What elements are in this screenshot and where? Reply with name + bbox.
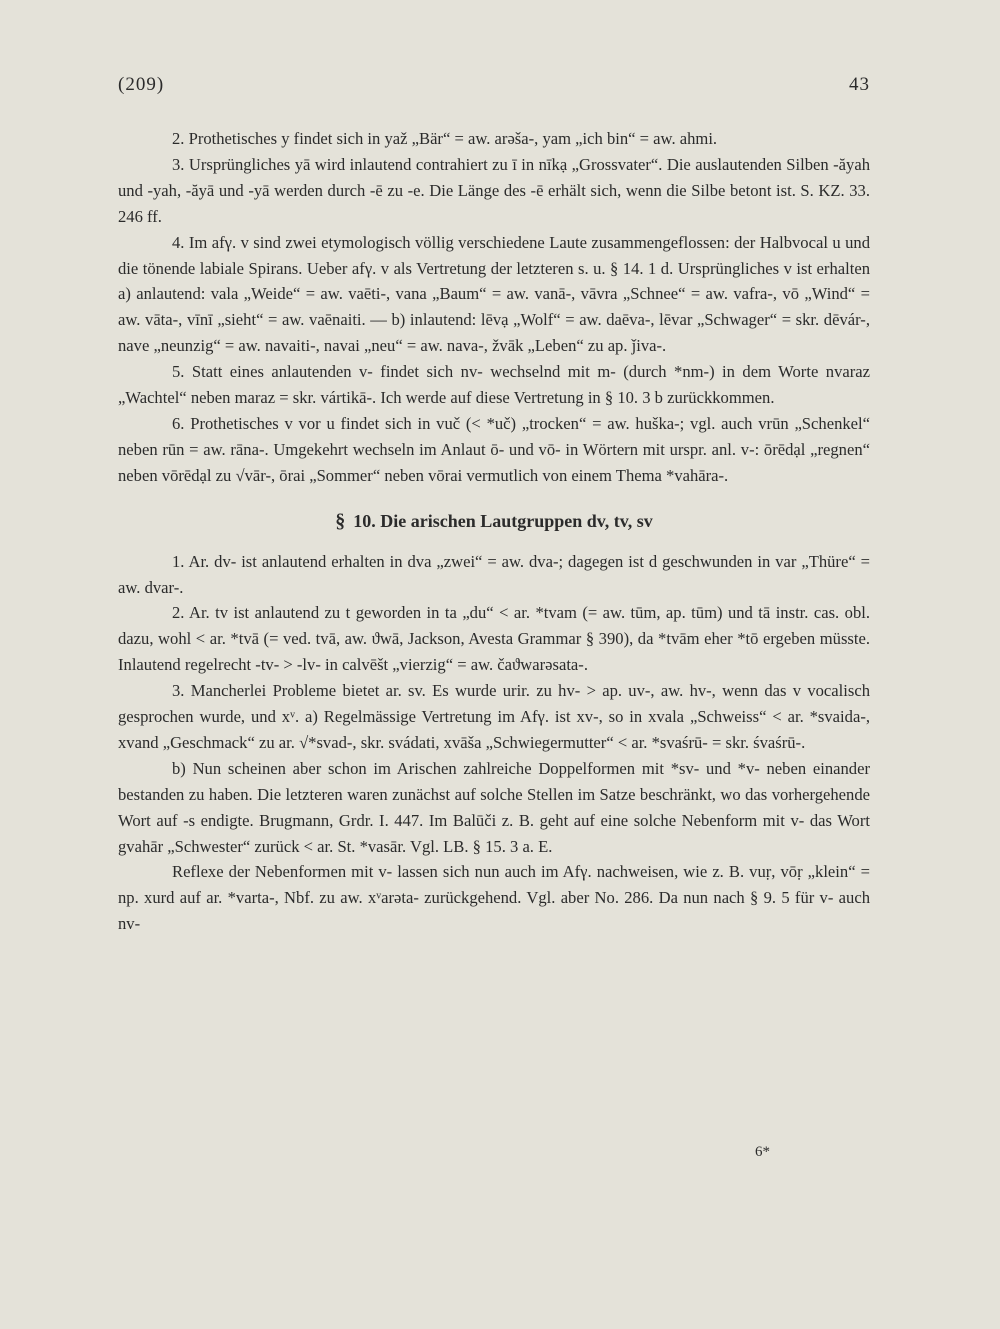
paragraph-6: 6. Prothetisches v vor u findet sich in vuč (< *uč) „trocken“ = aw. huška-; vgl. auch vrūn „Schenkel“ neben rūn = aw. rāna-. Umgekehrt wechseln im Anlaut ō- und vō- in Wörtern mit urspr. anl. v-: ōrēdạl „regnen“ neben vōrēdạl zu √vār-, ōrai „Sommer“ neben vōrai vermutlich von einem Thema *vahāra-. bbox=[118, 413, 870, 485]
paragraph-4: 4. Im afγ. v sind zwei etymologisch völlig verschiedene Laute zusammengeflossen: der Halbvocal u und die tönende labiale Spirans. Ueber afγ. v als Vertretung der letzteren s. u. § 14. 1 d. Ursprüngliches v ist erhalten a) anlautend: vala „Weide“ = aw. vaēti-, vana „Baum“ = aw. vanā-, vāvra „Schnee“ = aw. vafra-, vō „Wind“ = aw. vāta-, vīnī „sieht“ = aw. vaēnaiti. — b) inlautend: lēvạ „Wolf“ = aw. daēva-, lēvar „Schwager“ = skr. dēvár-, nave „neunzig“ = aw. navaiti-, navai „neu“ = aw. nava-, žvāk „Leben“ zu ap. ǰiva-. bbox=[118, 232, 870, 356]
section-title: 10. Die arischen Lautgruppen dv, tv, sv bbox=[353, 510, 653, 531]
section-symbol: § bbox=[335, 509, 346, 532]
paragraph-3: 3. Ursprüngliches yā wird inlautend contrahiert zu ī in nīkạ „Grossvater“. Die auslautenden Silben -ăyah und -yah, -ăyā und -yā werden durch -ē zu -e. Die Länge des -ē erhält sich, wenn die Silbe betont ist. S. KZ. 33. 246 ff. bbox=[118, 154, 870, 226]
section-heading bbox=[118, 509, 870, 535]
paragraph-s10-3: 3. Mancherlei Probleme bietet ar. sv. Es wurde urir. zu hv- > ap. uv-, aw. hv-, wenn das v vocalisch gesprochen wurde, und xᵛ. a) Regelmässige Vertretung im Afγ. ist xv-, so in xvala „Schweiss“ < ar. *svaida-, xvand „Geschmack“ zu ar. √*svad-, skr. svádati, xvāša „Schwiegermutter“ < ar. *svaśrū- = skr. śvaśrū-. bbox=[118, 681, 870, 752]
running-head-number: (209) bbox=[118, 74, 165, 95]
body-text bbox=[118, 126, 870, 937]
paragraph-s10-2: 2. Ar. tv ist anlautend zu t geworden in ta „du“ < ar. *tvam (= aw. tūm, ap. tūm) und tā instr. cas. obl. dazu, wohl < ar. *tvā (= ved. tvā, aw. ϑwā, Jackson, Avesta Grammar § 390), da *tvām eher *tō ergeben müsste. Inlautend regelrecht -tv- > -lv- in calvēšt „vierzig“ = aw. čaϑwarəsata-. bbox=[118, 603, 870, 675]
paragraph-5: 5. Statt eines anlautenden v- findet sich nv- wechselnd mit m- (durch *nm-) in dem Worte nvaraz „Wachtel“ neben maraz = skr. vártikā-. Ich werde auf diese Vertretung in § 10. 3 b zurückkommen. bbox=[118, 362, 870, 408]
paragraph-s10-1: 1. Ar. dv- ist anlautend erhalten in dva „zwei“ = aw. dva-; dagegen ist d geschwunden in var „Thüre“ = aw. dvar-. bbox=[118, 551, 870, 597]
paragraph-2: 2. Prothetisches y findet sich in yaž „Bär“ = aw. arəša-, yam „ich bin“ = aw. ahmi. bbox=[172, 129, 718, 148]
page-header bbox=[118, 74, 870, 100]
page-number: 43 bbox=[849, 74, 870, 95]
paragraph-s10-reflexe: Reflexe der Nebenformen mit v- lassen sich nun auch im Afγ. nachweisen, wie z. B. vuṛ, vōṛ „klein“ = np. xurd auf ar. *varta-, Nbf. zu aw. xᵛarəta- zurückgehend. Vgl. aber No. 286. Da nun nach § 9. 5 für v- auch nv- bbox=[118, 862, 870, 934]
paragraph-s10-3b: b) Nun scheinen aber schon im Arischen zahlreiche Doppelformen mit *sv- und *v- neben einander bestanden zu haben. Die letzteren waren zunächst auf solche Stellen im Satze beschränkt, wo das vorhergehende Wort auf -s endigte. Brugmann, Grdr. I. 447. Im Balūči z. B. geht auf eine solche Nebenform mit v- das Wort gvahār „Schwester“ zurück < ar. St. *vasār. Vgl. LB. § 15. 3 a. E. bbox=[118, 758, 870, 856]
printer-signature: 6* bbox=[755, 1144, 770, 1160]
